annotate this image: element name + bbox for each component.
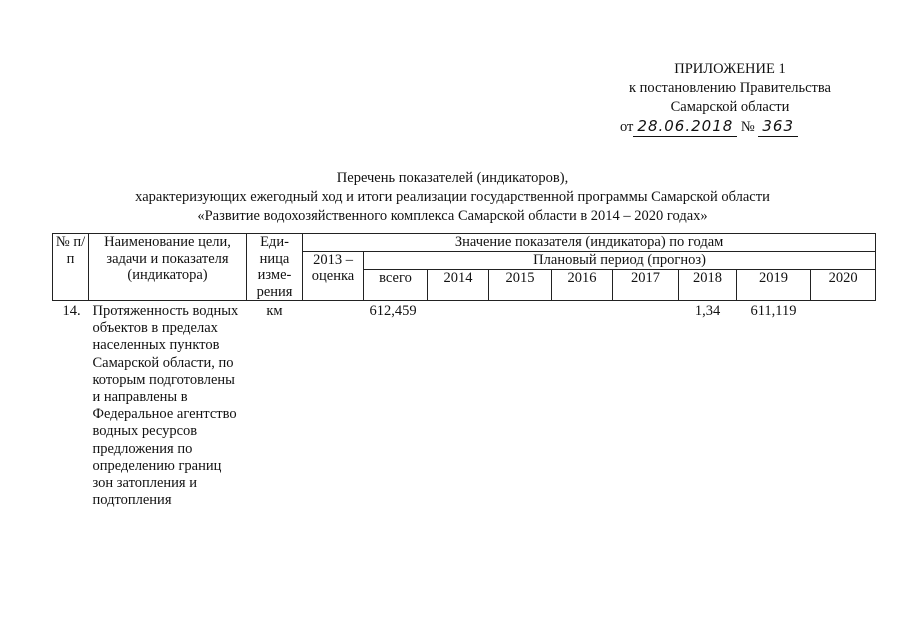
- row-estimate-2013: [303, 301, 364, 510]
- row-value-2015: [489, 301, 552, 510]
- appendix-line-2: Самарской области: [670, 99, 790, 115]
- handwritten-date: 28.06.2018: [633, 117, 737, 137]
- row-value-2018: 1,34: [694, 303, 721, 319]
- header-total: всего: [364, 270, 428, 301]
- document-title-line-1: Перечень показателей (индикаторов),: [336, 170, 569, 186]
- indicators-table: [52, 233, 876, 509]
- document-title-line-2: характеризующих ежегодный ход и итоги реализации государственной программы Самарской области: [135, 189, 770, 205]
- appendix-line-1: к постановлению Правительства: [629, 80, 831, 96]
- handwritten-number: 363: [758, 117, 798, 137]
- header-year-2017: 2017: [613, 270, 679, 301]
- row-num: 14.: [62, 303, 81, 319]
- header-planned-period: Плановый период (прогноз): [364, 251, 876, 270]
- row-unit: км: [266, 303, 283, 319]
- appendix-date-number: [600, 117, 860, 137]
- row-value-2020: [811, 301, 876, 510]
- header-estimate-2013: 2013 – оценка: [303, 251, 364, 301]
- document-title: [40, 169, 865, 226]
- number-prefix: №: [740, 119, 755, 135]
- row-total: 612,459: [369, 303, 417, 319]
- header-year-2016: 2016: [552, 270, 613, 301]
- row-value-2014: [428, 301, 489, 510]
- header-year-2018: 2018: [679, 270, 737, 301]
- row-indicator-name: Протяженность водных объектов в пределах населенных пунктов Самарской области, по которым подготовлены и направлены в Федеральное агентство водных ресурсов предложения по определению границ зон затопления и подтопления: [92, 303, 239, 509]
- appendix-title: ПРИЛОЖЕНИЕ 1: [674, 61, 786, 77]
- appendix-block: [600, 60, 860, 137]
- row-value-2017: [613, 301, 679, 510]
- header-year-2019: 2019: [737, 270, 811, 301]
- table-row: [53, 301, 876, 510]
- document-title-line-3: «Развитие водохозяйственного комплекса Самарской области в 2014 – 2020 годах»: [197, 208, 708, 224]
- header-year-2015: 2015: [489, 270, 552, 301]
- header-values-by-year: Значение показателя (индикатора) по годам: [303, 234, 876, 252]
- header-unit: Еди-ница изме-рения: [247, 234, 303, 301]
- date-prefix: от: [620, 119, 634, 135]
- header-year-2014: 2014: [428, 270, 489, 301]
- header-name: Наименование цели, задачи и показателя (индикатора): [89, 234, 247, 301]
- row-value-2016: [552, 301, 613, 510]
- header-year-2020: 2020: [811, 270, 876, 301]
- row-value-2019: 611,119: [750, 303, 797, 319]
- header-num: № п/п: [53, 234, 89, 301]
